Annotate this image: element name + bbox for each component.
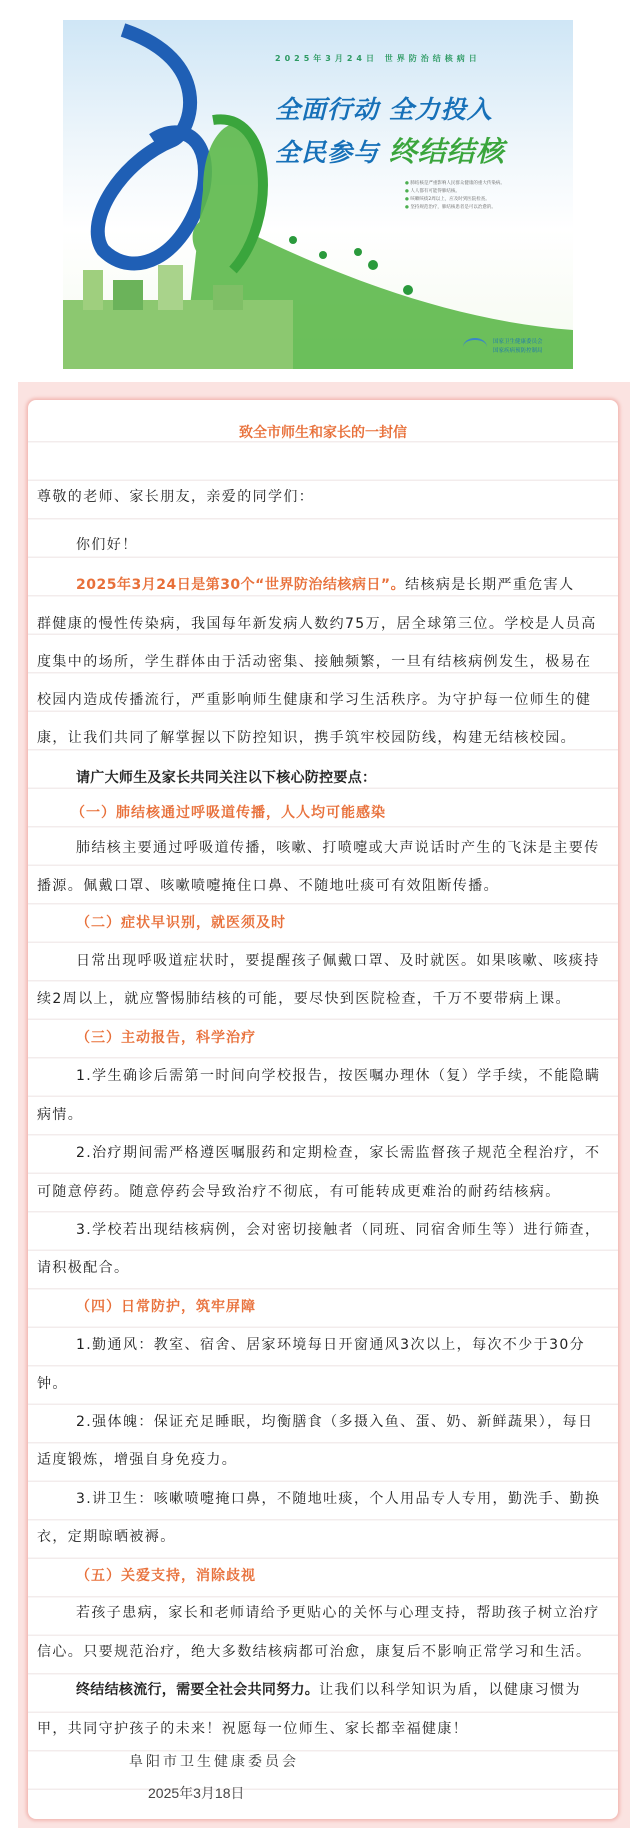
body-line: 适度锻炼，增强自身免疫力。: [37, 1452, 238, 1468]
banner-date: 2025年3月24日 世界防治结核病日: [275, 54, 481, 63]
banner-headline-2: [275, 130, 505, 170]
bullet: ● 肺结核是严重影响人民群众健康的重大传染病。: [405, 180, 505, 188]
blue-ribbon: [98, 30, 205, 264]
body-line: 请积极配合。: [37, 1260, 130, 1276]
bullet: ● 坚持规范治疗，肺结核患者是可以治愈的。: [405, 204, 505, 212]
body-line: 3.学校若出现结核病例，会对密切接触者（同班、同宿舍师生等）进行筛查，: [76, 1222, 601, 1238]
closing-text: 让我们以科学知识为盾，以健康习惯为: [319, 1682, 581, 1698]
closing-line: [37, 1680, 606, 1700]
banner-headline-1: 全面行动 全力投入: [275, 95, 493, 124]
body-line: 续2周以上，就应警惕肺结核的可能，要尽快到医院检查，千万不要带病上课。: [37, 991, 571, 1007]
intro-text: 结核病是长期严重危害人: [405, 577, 575, 593]
salutation: 尊敬的老师、家长朋友，亲爱的同学们：: [37, 489, 315, 505]
building: [213, 285, 243, 310]
headline-part: 全民参与: [275, 138, 389, 167]
body-line: 1.勤通风：教室、宿舍、居家环境每日开窗通风3次以上，每次不少于30分: [76, 1337, 586, 1353]
call-to-action: 请广大师生及家长共同关注以下核心防控要点：: [76, 770, 377, 786]
body-line: 肺结核主要通过呼吸道传播，咳嗽、打喷嚏或大声说话时产生的飞沫是主要传: [76, 840, 600, 856]
org-name: 国家疾病预防控制局: [493, 348, 543, 354]
section-heading: （三）主动报告，科学治疗: [76, 1030, 256, 1046]
bullet: ● 人人都有可能得肺结核。: [405, 188, 505, 196]
closing-line: 甲，共同守护孩子的未来！祝愿每一位师生、家长都幸福健康！: [37, 1721, 469, 1737]
greeting: 你们好！: [76, 537, 138, 553]
headline-highlight: 终结结核: [388, 135, 505, 168]
body-line: 可随意停药。随意停药会导致治疗不彻底，有可能转成更难治的耐药结核病。: [37, 1184, 561, 1200]
intro-line: [37, 575, 606, 595]
section-heading: （四）日常防护，筑牢屏障: [76, 1299, 256, 1315]
building: [83, 270, 103, 310]
body-line: 1.学生确诊后需第一时间向学校报告，按医嘱办理休（复）学手续，不能隐瞒: [76, 1068, 601, 1084]
closing-bold: 终结结核流行，需要全社会共同努力。: [76, 1682, 320, 1698]
section-heading: （五）关爱支持，消除歧视: [76, 1568, 256, 1584]
intro-line: 度集中的场所，学生群体由于活动密集、接触频繁，一旦有结核病例发生，极易在: [37, 654, 592, 670]
intro-line: 校园内造成传播流行，严重影响师生健康和学习生活秩序。为守护每一位师生的健: [37, 692, 592, 708]
banner-bullets: [405, 180, 505, 212]
section-heading: （一）肺结核通过呼吸道传播，人人均可能感染: [71, 805, 386, 821]
banner-poster: [63, 20, 573, 369]
body-line: 播源。佩戴口罩、咳嗽喷嚏掩住口鼻、不随地吐痰可有效阻断传播。: [37, 878, 499, 894]
body-line: 日常出现呼吸道症状时，要提醒孩子佩戴口罩、及时就医。如果咳嗽、咳痰持: [76, 953, 600, 969]
nhc-logo-icon: [463, 338, 487, 356]
body-line: 2.强体魄：保证充足睡眠，均衡膳食（多摄入鱼、蛋、奶、新鲜蔬果），每日: [76, 1414, 594, 1430]
body-line: 2.治疗期间需严格遵医嘱服药和定期检查，家长需监督孩子规范全程治疗，不: [76, 1145, 601, 1161]
org-name: 国家卫生健康委员会: [493, 339, 543, 345]
letter-date: 2025年3月18日: [148, 1785, 245, 1801]
building: [158, 265, 183, 310]
intro-line: 康，让我们共同了解掌握以下防控知识，携手筑牢校园防线，构建无结核校园。: [37, 730, 576, 746]
intro-line: 群健康的慢性传染病，我国每年新发病人数约75万，居全球第三位。学校是人员高: [37, 616, 597, 632]
body-line: 3.讲卫生：咳嗽喷嚏掩口鼻，不随地吐痰，个人用品专人专用，勤洗手、勤换: [76, 1491, 601, 1507]
signature: 阜阳市卫生健康委员会: [129, 1754, 299, 1770]
body-line: 病情。: [37, 1107, 84, 1123]
body-line: 若孩子患病，家长和老师请给予更贴心的关怀与心理支持，帮助孩子树立治疗: [76, 1605, 600, 1621]
section-heading: （二）症状早识别，就医须及时: [76, 915, 286, 931]
body-line: 信心。只要规范治疗，绝大多数结核病都可治愈，康复后不影响正常学习和生活。: [37, 1644, 592, 1660]
city-skyline: [63, 300, 293, 369]
bullet: ● 咳嗽咳痰2周以上，应及时到医院检查。: [405, 196, 505, 204]
building: [113, 280, 143, 310]
body-line: 钟。: [37, 1376, 68, 1392]
banner-orgs: [493, 338, 543, 356]
letter-title: 致全市师生和家长的一封信: [239, 425, 407, 441]
body-line: 衣，定期晾晒被褥。: [37, 1529, 176, 1545]
letter-card: [28, 400, 618, 1819]
intro-highlight: 2025年3月24日是第30个“世界防治结核病日”。: [76, 577, 406, 593]
